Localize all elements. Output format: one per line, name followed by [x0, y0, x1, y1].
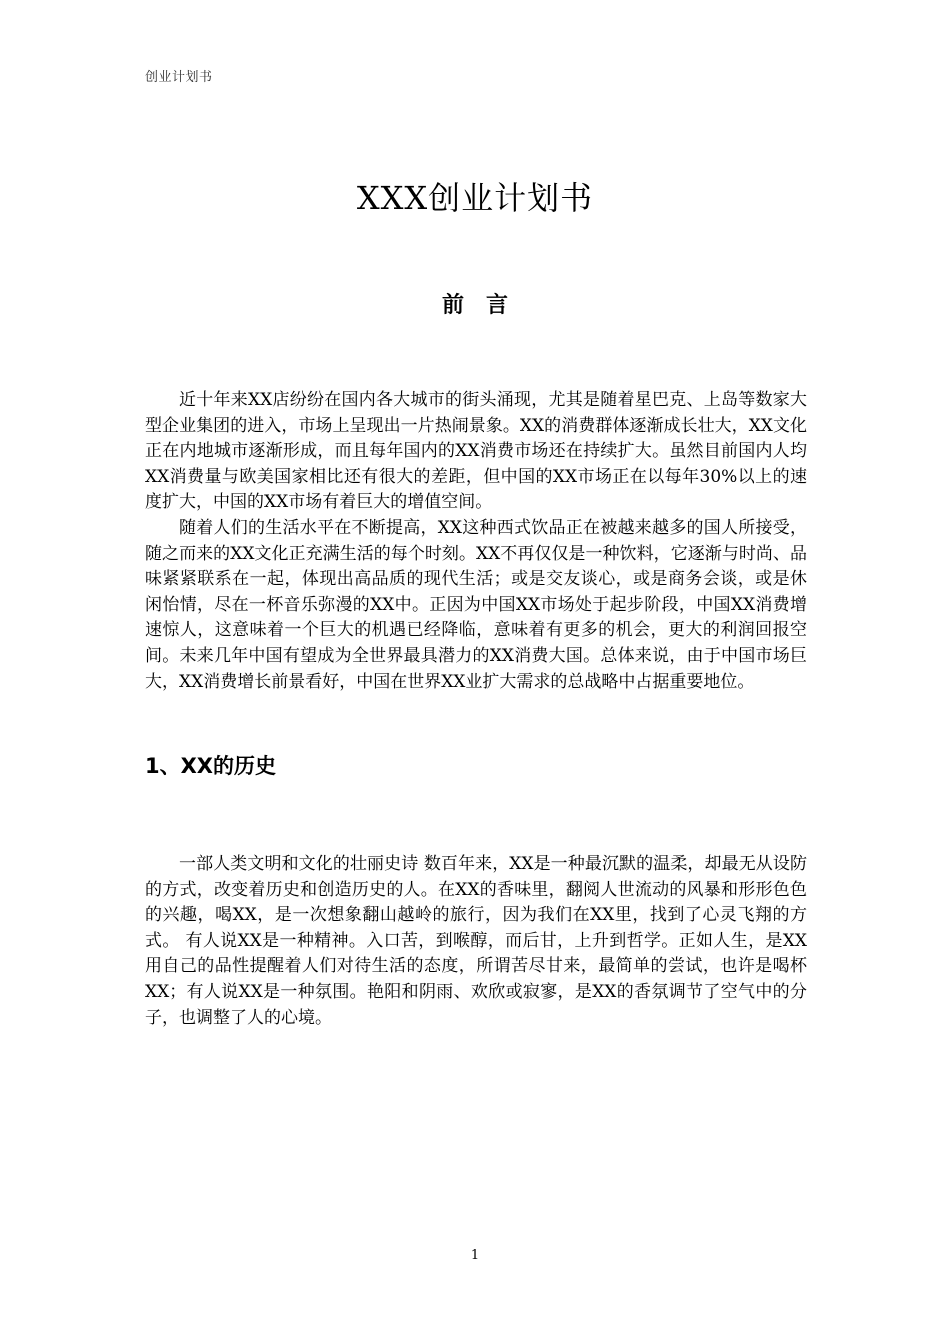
- preface-body: [145, 388, 807, 695]
- page-number: 1: [470, 1248, 480, 1263]
- document-title: XXX创业计划书: [356, 179, 594, 218]
- section-paragraph: 一部人类文明和文化的壮丽史诗 数百年来，XX是一种最沉默的温柔，却最无从设防的方式，改变着历史和创造历史的人。在XX的香味里，翻阅人世流动的风暴和形形色色的兴趣，喝XX，是一次想象翻山越岭的旅行，因为我们在XX里，找到了心灵飞翔的方式。 有人说XX是一种精神。入口苦，到喉醇，而后甘，上升到哲学。正如人生，是XX用自己的品性提醒着人们对待生活的态度，所谓苦尽甘来，最简单的尝试，也许是喝杯XX；有人说XX是一种氛围。艳阳和阴雨、欢欣或寂寥，是XX的香氛调节了空气中的分子，也调整了人的心境。: [145, 854, 807, 1028]
- section-heading-history: 1、XX的历史: [145, 754, 276, 778]
- preface-paragraph: 随着人们的生活水平在不断提高，XX这种西式饮品正在被越来越多的国人所接受，随之而来的XX文化正充满生活的每个时刻。XX不再仅仅是一种饮料，它逐渐与时尚、品味紧紧联系在一起，体现出高品质的现代生活；或是交友谈心，或是商务会谈，或是休闲怡情，尽在一杯音乐弥漫的XX中。正因为中国XX市场处于起步阶段，中国XX消费增速惊人，这意味着一个巨大的机遇已经降临，意味着有更多的机会，更大的利润回报空间。未来几年中国有望成为全世界最具潜力的XX消费大国。总体来说，由于中国市场巨大，XX消费增长前景看好，中国在世界XX业扩大需求的总战略中占据重要地位。: [145, 517, 807, 692]
- preface-paragraph: 近十年来XX店纷纷在国内各大城市的街头涌现，尤其是随着星巴克、上岛等数家大型企业集团的进入，市场上呈现出一片热闹景象。XX的消费群体逐渐成长壮大，XX文化正在内地城市逐渐形成，而且每年国内的XX消费市场还在持续扩大。虽然目前国内人均XX消费量与欧美国家相比还有很大的差距，但中国的XX市场正在以每年30%以上的速度扩大，中国的XX市场有着巨大的增值空间。: [145, 390, 807, 513]
- preface-heading: 前言: [441, 293, 530, 318]
- section-history-body: [145, 852, 807, 1031]
- page-header: 创业计划书: [145, 70, 213, 85]
